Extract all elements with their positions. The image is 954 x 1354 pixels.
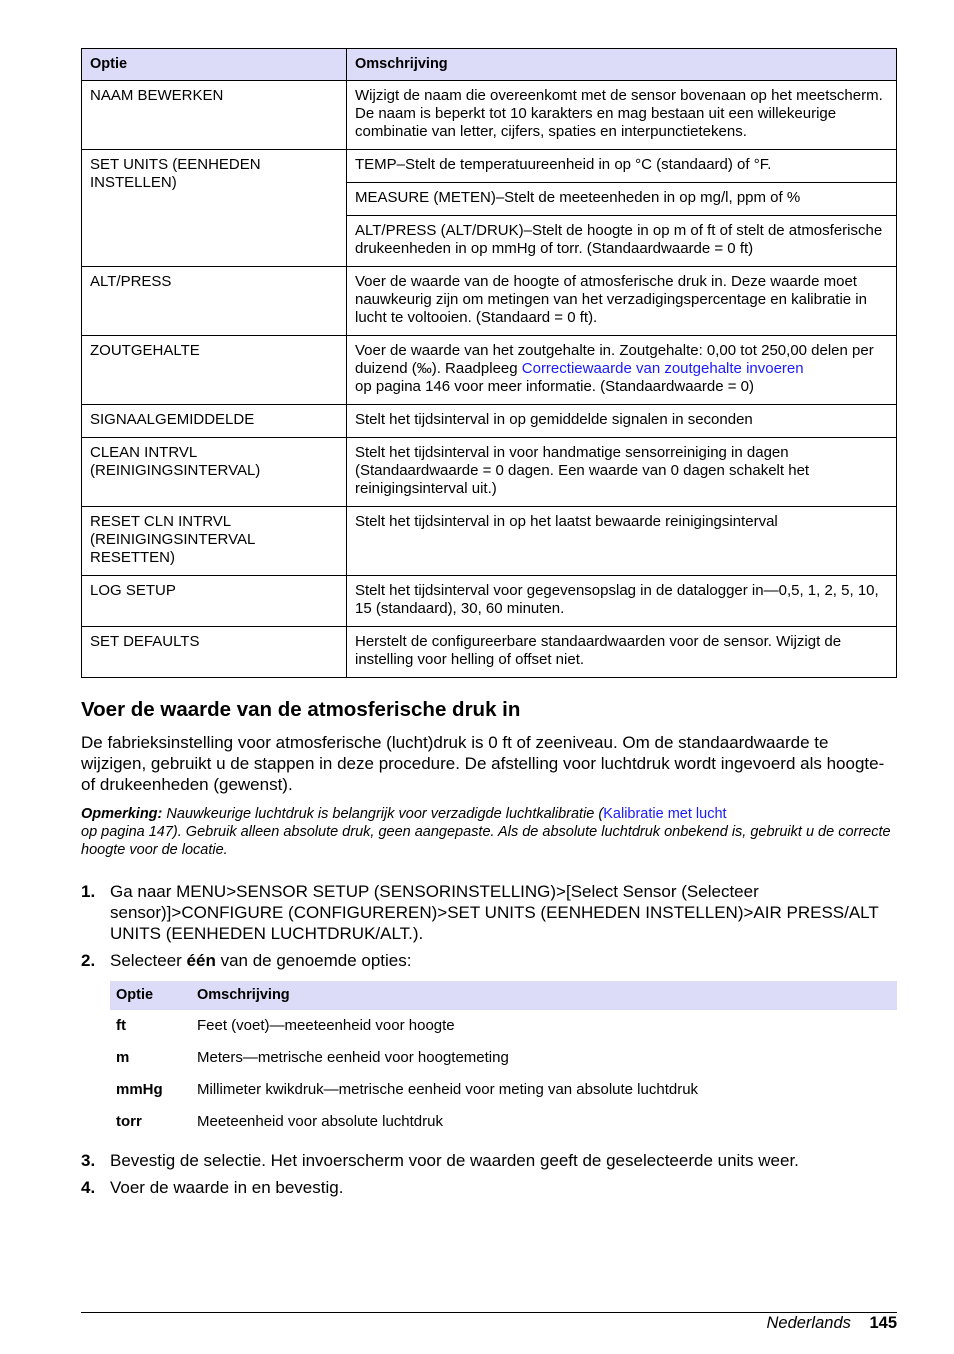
option-label: RESET CLN INTRVL (REINIGINGSINTERVAL RESETTEN)	[82, 507, 347, 576]
table-row	[110, 1074, 897, 1106]
option-label: ALT/PRESS	[82, 267, 347, 336]
note-text: Nauwkeurige luchtdruk is belangrijk voor verzadigde luchtkalibratie (	[162, 806, 604, 822]
option-description: Millimeter kwikdruk—metrische eenheid voor meting van absolute luchtdruk	[197, 1081, 699, 1098]
option-label: NAAM BEWERKEN	[82, 81, 347, 150]
page-content	[81, 48, 897, 1204]
footer-language: Nederlands	[766, 1314, 851, 1332]
step-text: Bevestig de selectie. Het invoerscherm voor de waarden geeft de geselecteerde units weer.	[110, 1151, 799, 1170]
option-key: m	[116, 1049, 130, 1066]
option-label: SIGNAALGEMIDDELDE	[82, 405, 347, 438]
option-description: Stelt het tijdsinterval in op het laatst bewaarde reinigingsinterval	[347, 507, 897, 576]
table-row	[110, 1010, 897, 1042]
note-paragraph	[81, 805, 897, 859]
option-description: Stelt het tijdsinterval in op gemiddelde signalen in seconden	[347, 405, 897, 438]
option-description: MEASURE (METEN)–Stelt de meeteenheden in op mg/l, ppm of %	[347, 183, 897, 216]
option-key: ft	[116, 1017, 126, 1034]
option-description: Wijzigt de naam die overeenkomt met de sensor bovenaan op het meetscherm. De naam is beperkt tot 10 karakters en mag bestaan uit een willekeurige combinatie van letter, cijfers, spaties en interpunctietekens.	[347, 81, 897, 150]
step	[81, 881, 897, 944]
option-description: Feet (voet)—meeteenheid voor hoogte	[197, 1017, 455, 1034]
column-header-description: Omschrijving	[347, 49, 897, 81]
procedure-steps	[81, 881, 897, 971]
intro-paragraph: De fabrieksinstelling voor atmosferische (lucht)druk is 0 ft of zeeniveau. Om de standaardwaarde te wijzigen, gebruikt u de stappen in deze procedure. De afstelling voor luchtdruk wordt ingevoerd als hoogte- of drukeenheden (gewenst).	[81, 733, 885, 794]
step	[81, 1177, 897, 1198]
option-label: SET UNITS (EENHEDEN INSTELLEN)	[82, 150, 347, 267]
option-description: ALT/PRESS (ALT/DRUK)–Stelt de hoogte in op m of ft of stelt de atmosferische drukeenheden in op mmHg of torr. (Standaardwaarde = 0 ft)	[347, 216, 897, 267]
air-calibration-link[interactable]: Kalibratie met lucht	[603, 806, 727, 822]
table-row	[82, 438, 897, 507]
step-text: Ga naar MENU>SENSOR SETUP (SENSORINSTELLING)>[Select Sensor (Selecteer sensor)]>CONFIGURE (CONFIGUREREN)>SET UNITS (EENHEDEN INSTELLEN)>AIR PRESS/ALT UNITS (EENHEDEN LUCHTDRUK/ALT.).	[110, 882, 879, 943]
table-row	[82, 336, 897, 405]
option-description: Voer de waarde van de hoogte of atmosferische druk in. Deze waarde moet nauwkeurig zijn om metingen van het verzadigingspercentage en kalibratie in lucht te voltooien. (Standaard = 0 ft).	[347, 267, 897, 336]
table-row	[82, 150, 897, 183]
table-row	[110, 1106, 897, 1138]
step-text: van de genoemde opties:	[215, 951, 412, 970]
description-text: op pagina 146 voor meer informatie. (Standaardwaarde = 0)	[355, 378, 754, 395]
option-label: SET DEFAULTS	[82, 627, 347, 678]
step-number: 1.	[81, 882, 96, 901]
procedure-steps-continued	[81, 1150, 897, 1198]
column-header-option: Optie	[110, 981, 191, 1010]
step-text-bold: één	[186, 951, 216, 970]
units-options-table	[110, 981, 897, 1138]
section-title: Voer de waarde van de atmosferische druk in	[81, 698, 521, 721]
option-description: Stelt het tijdsinterval in voor handmatige sensorreiniging in dagen (Standaardwaarde = 0 dagen. Een waarde van 0 dagen schakelt het reinigingsinterval uit.)	[347, 438, 897, 507]
table-header-row	[110, 981, 897, 1010]
option-description: Meters—metrische eenheid voor hoogtemeting	[197, 1049, 509, 1066]
option-label: LOG SETUP	[82, 576, 347, 627]
option-label: CLEAN INTRVL (REINIGINGSINTERVAL)	[82, 438, 347, 507]
description-text: Voer de waarde van het zoutgehalte in. Zoutgehalte: 0,00 tot 250,00 delen per duizend (‰). Raadpleeg	[355, 342, 874, 377]
table-row	[82, 267, 897, 336]
page-number: 145	[869, 1314, 897, 1332]
step-text: Voer de waarde in en bevestig.	[110, 1178, 344, 1197]
step-text: Selecteer	[110, 951, 187, 970]
note-text: op pagina 147). Gebruik alleen absolute druk, geen aangepaste. Als de absolute luchtdruk onbekend is, gebruikt u de correcte hoogte voor de locatie.	[81, 824, 891, 858]
step-number: 3.	[81, 1151, 96, 1170]
option-description: Stelt het tijdsinterval voor gegevensopslag in de datalogger in—0,5, 1, 2, 5, 10, 15 (standaard), 30, 60 minuten.	[347, 576, 897, 627]
table-row	[82, 81, 897, 150]
page-footer	[766, 1313, 897, 1333]
option-description	[347, 336, 897, 405]
option-description: TEMP–Stelt de temperatuureenheid in op °C (standaard) of °F.	[347, 150, 897, 183]
option-description: Herstelt de configureerbare standaardwaarden voor de sensor. Wijzigt de instelling voor helling of offset niet.	[347, 627, 897, 678]
settings-table	[81, 48, 897, 678]
step	[81, 1150, 897, 1171]
step	[81, 950, 897, 971]
step-number: 2.	[81, 951, 96, 970]
salinity-correction-link[interactable]: Correctiewaarde van zoutgehalte invoeren	[521, 360, 804, 377]
column-header-description: Omschrijving	[191, 981, 897, 1010]
column-header-option: Optie	[82, 49, 347, 81]
table-row	[110, 1042, 897, 1074]
table-header-row	[82, 49, 897, 81]
option-description: Meeteenheid voor absolute luchtdruk	[197, 1113, 443, 1130]
option-label: ZOUTGEHALTE	[82, 336, 347, 405]
option-key: mmHg	[116, 1081, 163, 1098]
table-row	[82, 507, 897, 576]
note-label: Opmerking:	[81, 806, 163, 822]
step-number: 4.	[81, 1178, 96, 1197]
option-key: torr	[116, 1113, 142, 1130]
table-row	[82, 627, 897, 678]
table-row	[82, 576, 897, 627]
table-row	[82, 405, 897, 438]
